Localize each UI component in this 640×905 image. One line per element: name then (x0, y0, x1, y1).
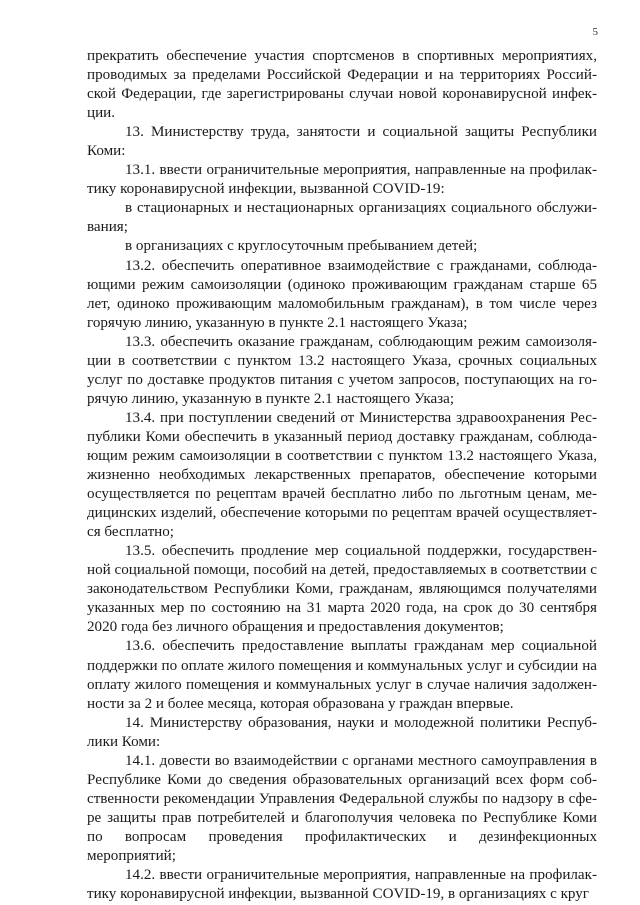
paragraph: 13.4. при поступлении сведений от Министерства здравоохранения Республики Коми обеспечить в указанный период доставку гражданам, соблюдающим режим самоизоляции в соответствии с пунктом 13.2 настоящего Указа, жизненно необходимых лекарственных препаратов, обеспечение которыми осуществляется по рецептам врачей бесплатно либо по льготным ценам, медицинских изделий, обеспечение которыми по рецептам врачей осуществляется бесплатно; (87, 409, 597, 541)
paragraph: 14. Министерству образования, науки и молодежной политики Республики Коми: (87, 714, 597, 750)
paragraph: 13.5. обеспечить продление мер социальной поддержки, государственной социальной помощи, пособий на детей, предоставляемых в соответствии с законодательством Республики Коми, гражданам, являющимся получателями указанных мер по состоянию на 31 марта 2020 года, на срок до 30 сентября 2020 года без личного обращения и предоставления документов; (87, 543, 597, 636)
paragraph: прекратить обеспечение участия спортсменов в спортивных мероприятиях, проводимых за пределами Российской Федерации и на территориях Российской Федерации, где зарегистрированы случаи новой коронавирусной инфекции. (87, 48, 597, 122)
paragraph: 14.1. довести во взаимодействии с органами местного самоуправления в Республике Коми до сведения образовательных организаций всех форм собственности рекомендации Управления Федеральной службы по надзору в сфере защиты прав потребителей и благополучия человека по Республике Коми по вопросам проведения профилактических и дезинфекционных мероприятий; (87, 752, 597, 864)
paragraph: 14.2. ввести ограничительные мероприятия, направленные на профилактику коронавирусной инфекции, вызванной COVID-19, в организациях с круг (87, 867, 597, 903)
paragraph: в стационарных и нестационарных организациях социального обслуживания; (87, 200, 597, 236)
paragraph: 13.1. ввести ограничительные мероприятия, направленные на профилактику коронавирусной инфекции, вызванной COVID-19: (87, 162, 597, 198)
paragraph: 13. Министерству труда, занятости и социальной защиты Республики Коми: (87, 124, 597, 160)
paragraph: 13.3. обеспечить оказание гражданам, соблюдающим режим самоизоляции в соответствии с пунктом 13.2 настоящего Указа, срочных социальных услуг по доставке продуктов питания с учетом запросов, поступающих на горячую линию, указанную в пункте 2.1 настоящего Указа; (87, 333, 597, 407)
page-number: 5 (592, 26, 598, 38)
document-body (87, 47, 597, 904)
paragraph: 13.6. обеспечить предоставление выплаты гражданам мер социальной поддержки по оплате жилого помещения и коммунальных услуг и субсидии на оплату жилого помещения и коммунальных услуг в случае наличия задолженности за 2 и более месяца, которая образована у граждан впервые. (87, 638, 597, 712)
paragraph: в организациях с круглосуточным пребыванием детей; (125, 238, 478, 255)
paragraph: 13.2. обеспечить оперативное взаимодействие с гражданами, соблюдающими режим самоизоляции (одиноко проживающим гражданам старше 65 лет, одиноко проживающим маломобильным гражданам), в том числе через горячую линию, указанную в пункте 2.1 настоящего Указа; (87, 257, 597, 331)
